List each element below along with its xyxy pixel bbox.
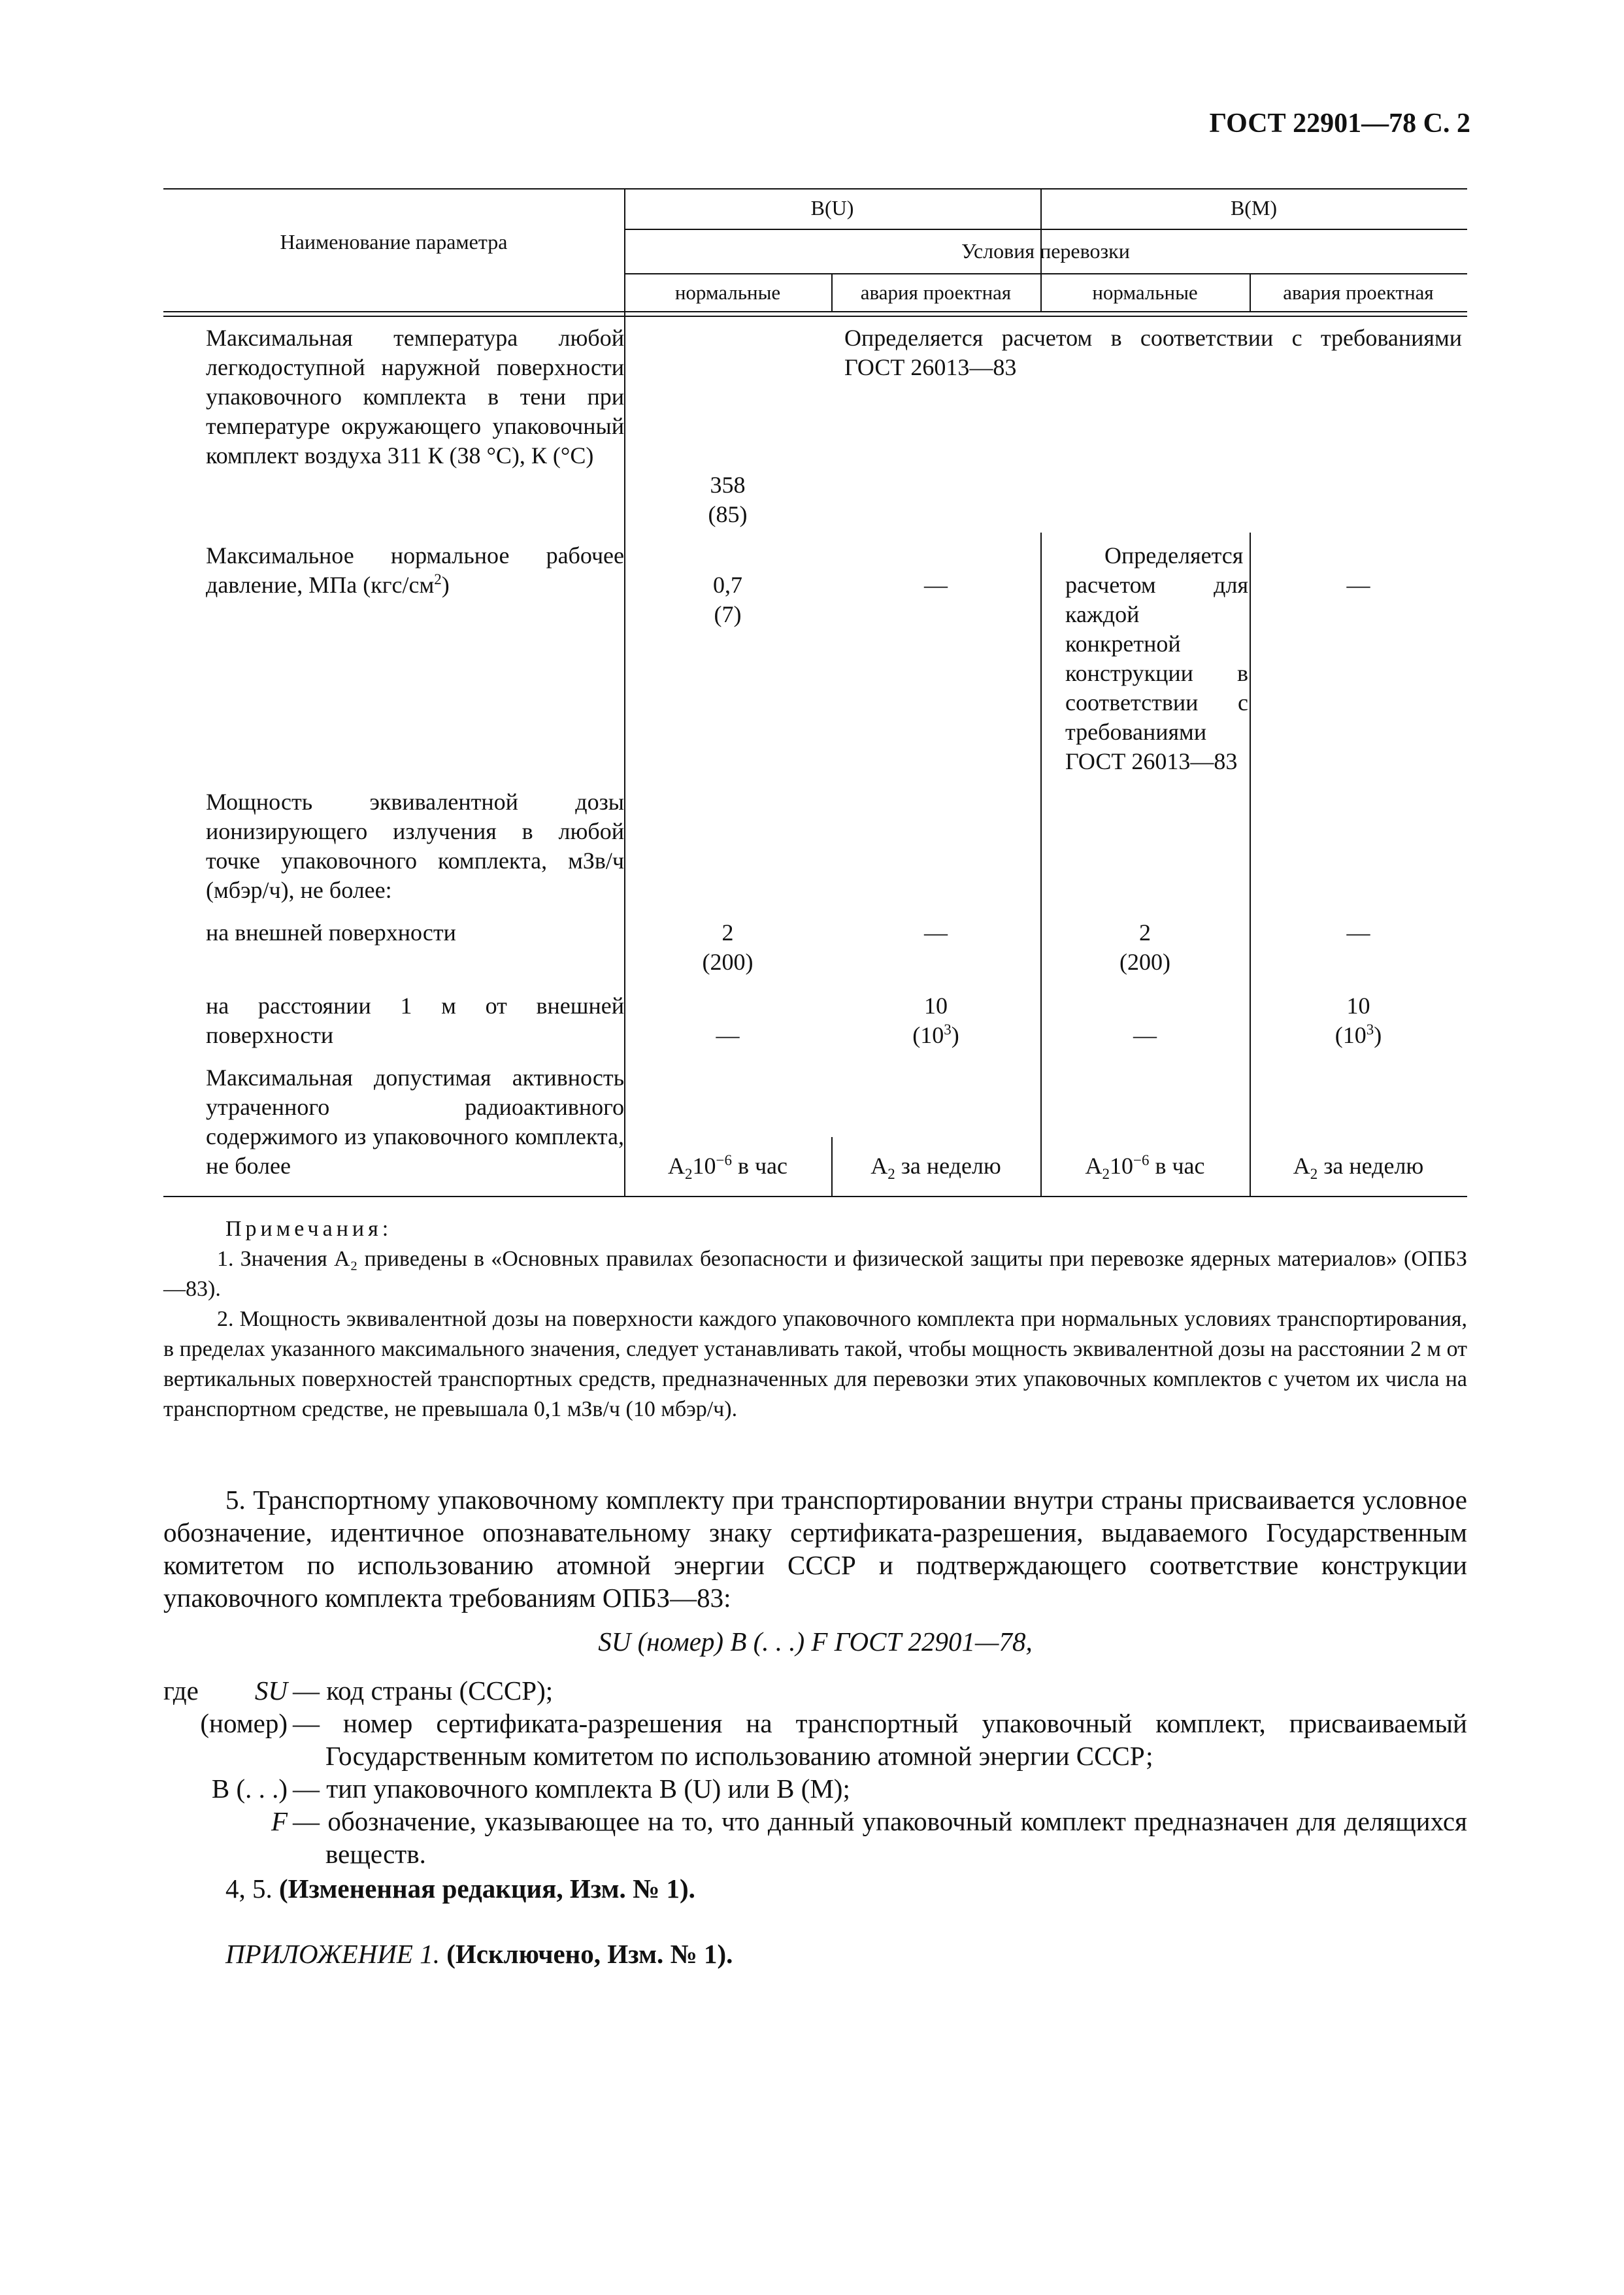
row-pressure-bm-normal: Определяется расчетом для каждой конкретной конструкции в соответствии с требованиями ГОСТ 26013—83 <box>1065 542 1248 774</box>
row-activity-bm-normal: $A_210^{-6}$ в час <box>1085 1152 1205 1183</box>
row-dose-1m-bu-accident-1: 10 <box>924 993 948 1019</box>
edition-note: 4, 5. (Измененная редакция, Изм. № 1). <box>225 1874 695 1904</box>
where-label: где <box>163 1676 199 1706</box>
row-dose-1m-bm-accident-1: 10 <box>1346 993 1370 1019</box>
row-dose-1m-bm-normal: — <box>1133 1022 1157 1048</box>
header-group-bu: В(U) <box>810 196 854 220</box>
def-text-type: — тип упаковочного комплекта В (U) или В (М); <box>293 1774 850 1804</box>
row-temperature-bu-normal-1: 358 <box>710 472 746 498</box>
row-dose-1m-param: на расстоянии 1 м от внешней поверхности <box>206 993 624 1048</box>
row-activity-bu-accident: $A_2$ за неделю <box>870 1153 1001 1183</box>
row-pressure-bu-normal-1: 0,7 <box>713 572 742 598</box>
row-pressure-bm-accident: — <box>1346 572 1370 598</box>
row-activity-param: Максимальная допустимая активность утраченного радиоактивного содержимого из упаковочного комплекта, не более <box>206 1065 624 1179</box>
vline-bm-mid-body <box>1250 533 1251 1196</box>
row-dose-surface-bm-normal-2: (200) <box>1119 949 1170 975</box>
row-dose-surface-bu-normal-1: 2 <box>721 919 734 946</box>
table-top-rule <box>163 188 1467 190</box>
header-conditions: Условия перевозки <box>961 239 1130 263</box>
table-bottom-rule <box>163 1196 1467 1197</box>
header-bu-normal: нормальные <box>674 281 781 304</box>
def-text-number: — номер сертификата-разрешения на транспортный упаковочный комплект, присваиваемый Государственным комитетом по использованию атомной энергии СССР; <box>293 1708 1467 1771</box>
row-pressure-param: Максимальное нормальное рабочее давление, МПа $(кгс/см^2)$ <box>206 542 624 598</box>
header-bm-normal: нормальные <box>1092 281 1198 304</box>
row-dose-surface-bm-accident: — <box>1346 919 1370 946</box>
header-bottom-rule <box>163 311 1467 312</box>
header-param-name: Наименование параметра <box>280 230 508 254</box>
row-temperature-param: Максимальная температура любой легкодоступной наружной поверхности упаковочного комплекта в тени при температуре окружающего упаковочный комплект воздуха 311 К (38 °С), К (°С) <box>206 325 624 469</box>
row-dose-param: Мощность эквивалентной дозы ионизирующего излучения в любой точке упаковочного комплекта, мЗв/ч (мбэр/ч), не более: <box>206 789 624 903</box>
row-dose-surface-bu-accident: — <box>924 919 948 946</box>
group-header-rule <box>624 229 1467 230</box>
def-text-f: — обозначение, указывающее на то, что данный упаковочный комплект предназначен для делящихся веществ. <box>293 1806 1467 1869</box>
header-group-bm: В(М) <box>1230 196 1278 220</box>
row-dose-surface-param: на внешней поверхности <box>206 919 456 946</box>
row-pressure-bu-normal-2: (7) <box>714 601 742 627</box>
header-bottom-rule-2 <box>163 316 1467 317</box>
row-activity-bm-accident: $A_2$ за неделю <box>1293 1153 1424 1183</box>
row-dose-surface-bm-normal-1: 2 <box>1139 919 1151 946</box>
def-term-f: F <box>271 1806 288 1836</box>
row-dose-1m-bu-accident-2: $(10^3)$ <box>912 1021 959 1048</box>
conditions-rule <box>624 273 1467 274</box>
row-dose-1m-bu-normal: — <box>716 1022 740 1048</box>
notes-heading: Примечания: <box>225 1217 393 1241</box>
row-dose-1m-bm-accident-2: $(10^3)$ <box>1334 1021 1382 1048</box>
header-bu-accident: авария проектная <box>860 281 1012 304</box>
row-pressure-bu-accident: — <box>924 572 948 598</box>
designation-formula: SU (номер) B (. . .) F ГОСТ 22901—78, <box>598 1626 1033 1657</box>
note-2: 2. Мощность эквивалентной дозы на поверхности каждого упаковочного комплекта при нормальных условиях транспортирования, в пределах указанного максимального значения, следует устанавливать такой, чтобы мощность эквивалентной дозы на расстоянии 2 м от вертикальных поверхностей транспортных средств, предназначенных для перевозки этих упаковочных комплектов с учетом их числа на транспортном средстве, не превышала 0,1 мЗв/ч (10 мбэр/ч). <box>163 1307 1467 1421</box>
row-activity-bu-normal: $A_210^{-6}$ в час <box>667 1152 788 1183</box>
vline-bu-bm-body <box>1040 533 1042 1196</box>
def-term-su: SU <box>254 1676 288 1706</box>
def-term-number: (номер) <box>200 1708 288 1738</box>
section-5-text: 5. Транспортному упаковочному комплекту при транспортировании внутри страны присваивается условное обозначение, идентичное опознавательному знаку сертификата-разрешения, выдаваемого Государственным комитетом по использованию атомной энергии СССР и подтверждающего соответствие конструкции упаковочного комплекта требованиям ОПБЗ—83: <box>163 1485 1467 1613</box>
row-dose-surface-bu-normal-2: (200) <box>702 949 754 975</box>
def-text-su: — код страны (СССР); <box>293 1676 554 1706</box>
appendix-note: ПРИЛОЖЕНИЕ 1. (Исключено, Изм. № 1). <box>225 1939 733 1969</box>
def-term-type: B (. . .) <box>211 1774 288 1804</box>
row-temperature-bu-normal-2: (85) <box>708 501 748 527</box>
page-header: ГОСТ 22901—78 С. 2 <box>1209 108 1470 139</box>
note-1: 1. Значения A₂ приведены в «Основных правилах безопасности и физической защиты при перевозке ядерных материалов» (ОПБЗ—83). <box>163 1247 1467 1301</box>
header-bm-accident: авария проектная <box>1283 281 1434 304</box>
row-temperature-span: Определяется расчетом в соответствии с требованиями ГОСТ 26013—83 <box>844 325 1462 380</box>
